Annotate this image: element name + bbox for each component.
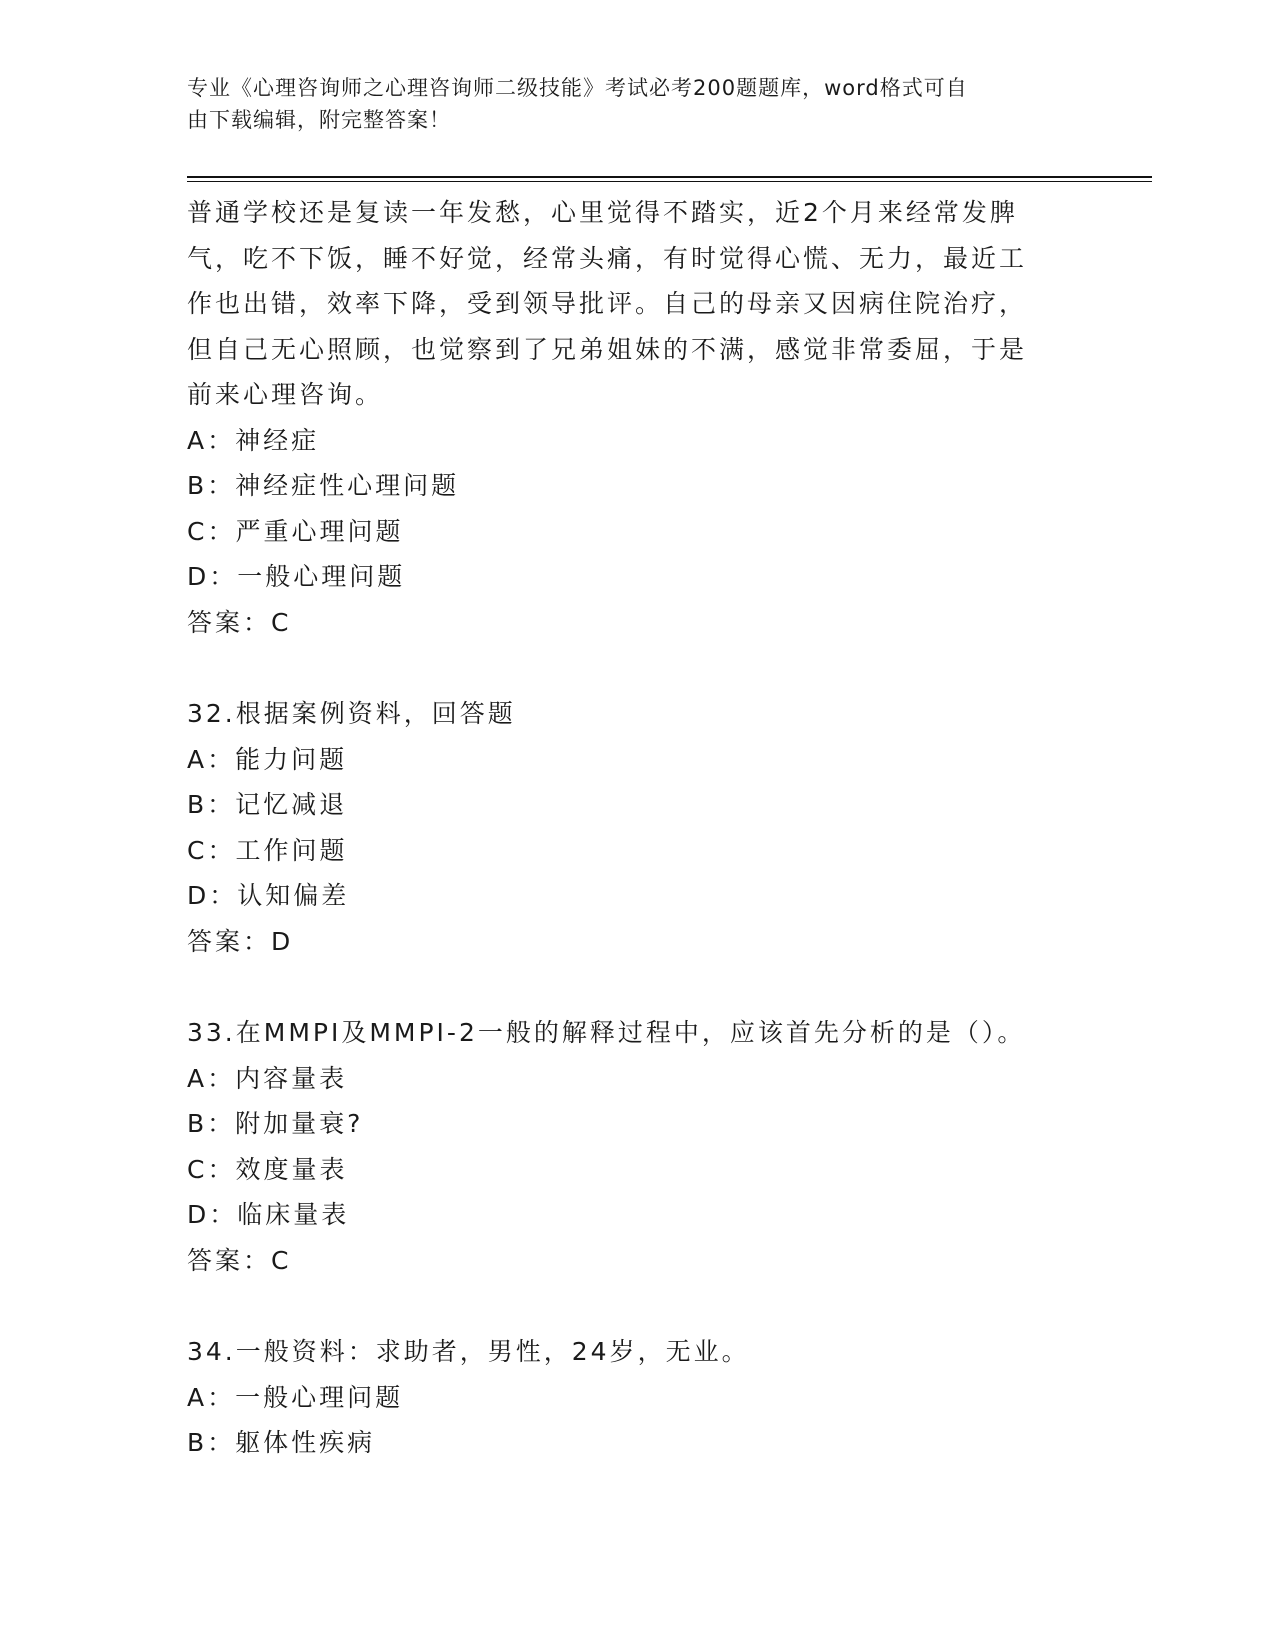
option-b: B：记忆减退 xyxy=(187,790,348,819)
header-line-2: 由下载编辑，附完整答案！ xyxy=(187,108,451,132)
question-list xyxy=(187,190,1077,1466)
question-33 xyxy=(187,1010,1077,1283)
option-d: D：认知偏差 xyxy=(187,881,350,910)
answer-line: 答案：C xyxy=(187,1245,292,1275)
option-a: A：神经症 xyxy=(187,425,320,455)
option-a: A：能力问题 xyxy=(187,744,348,774)
question-31-continued xyxy=(187,190,1077,645)
option-a: A：内容量表 xyxy=(187,1063,348,1093)
option-c: C：严重心理问题 xyxy=(187,516,404,546)
header-divider-thin xyxy=(187,181,1152,182)
case-text-line: 前来心理咨询。 xyxy=(187,380,384,409)
option-b: B：躯体性疾病 xyxy=(187,1428,376,1457)
header-line-1: 专业《心理咨询师之心理咨询师二级技能》考试必考200题题库，word格式可自 xyxy=(187,76,968,100)
question-34 xyxy=(187,1329,1077,1466)
answer-line: 答案：C xyxy=(187,607,292,637)
spacer xyxy=(187,964,1077,1010)
question-stem: 33.在MMPI及MMPI-2一般的解释过程中，应该首先分析的是（）。 xyxy=(187,1018,1026,1047)
question-stem: 34.一般资料：求助者，男性，24岁，无业。 xyxy=(187,1337,750,1366)
question-stem: 32.根据案例资料，回答题 xyxy=(187,699,516,728)
case-text-line: 作也出错，效率下降，受到领导批评。自己的母亲又因病住院治疗， xyxy=(187,289,1028,318)
option-d: D：一般心理问题 xyxy=(187,562,406,591)
option-b: B：附加量衰? xyxy=(187,1109,364,1138)
option-c: C：效度量表 xyxy=(187,1154,348,1184)
option-b: B：神经症性心理问题 xyxy=(187,471,460,500)
option-c: C：工作问题 xyxy=(187,835,348,865)
spacer xyxy=(187,1283,1077,1329)
option-a: A：一般心理问题 xyxy=(187,1382,404,1412)
case-text-line: 普通学校还是复读一年发愁，心里觉得不踏实，近2个月来经常发脾 xyxy=(187,198,1018,227)
option-d: D：临床量表 xyxy=(187,1200,350,1229)
question-32 xyxy=(187,691,1077,964)
document-header xyxy=(187,72,1067,136)
case-text-line: 但自己无心照顾，也觉察到了兄弟姐妹的不满，感觉非常委屈，于是 xyxy=(187,334,1028,364)
spacer xyxy=(187,645,1077,691)
header-divider-thick xyxy=(187,176,1152,178)
case-text-line: 气，吃不下饭，睡不好觉，经常头痛，有时觉得心慌、无力，最近工 xyxy=(187,243,1028,273)
answer-line: 答案：D xyxy=(187,926,294,956)
